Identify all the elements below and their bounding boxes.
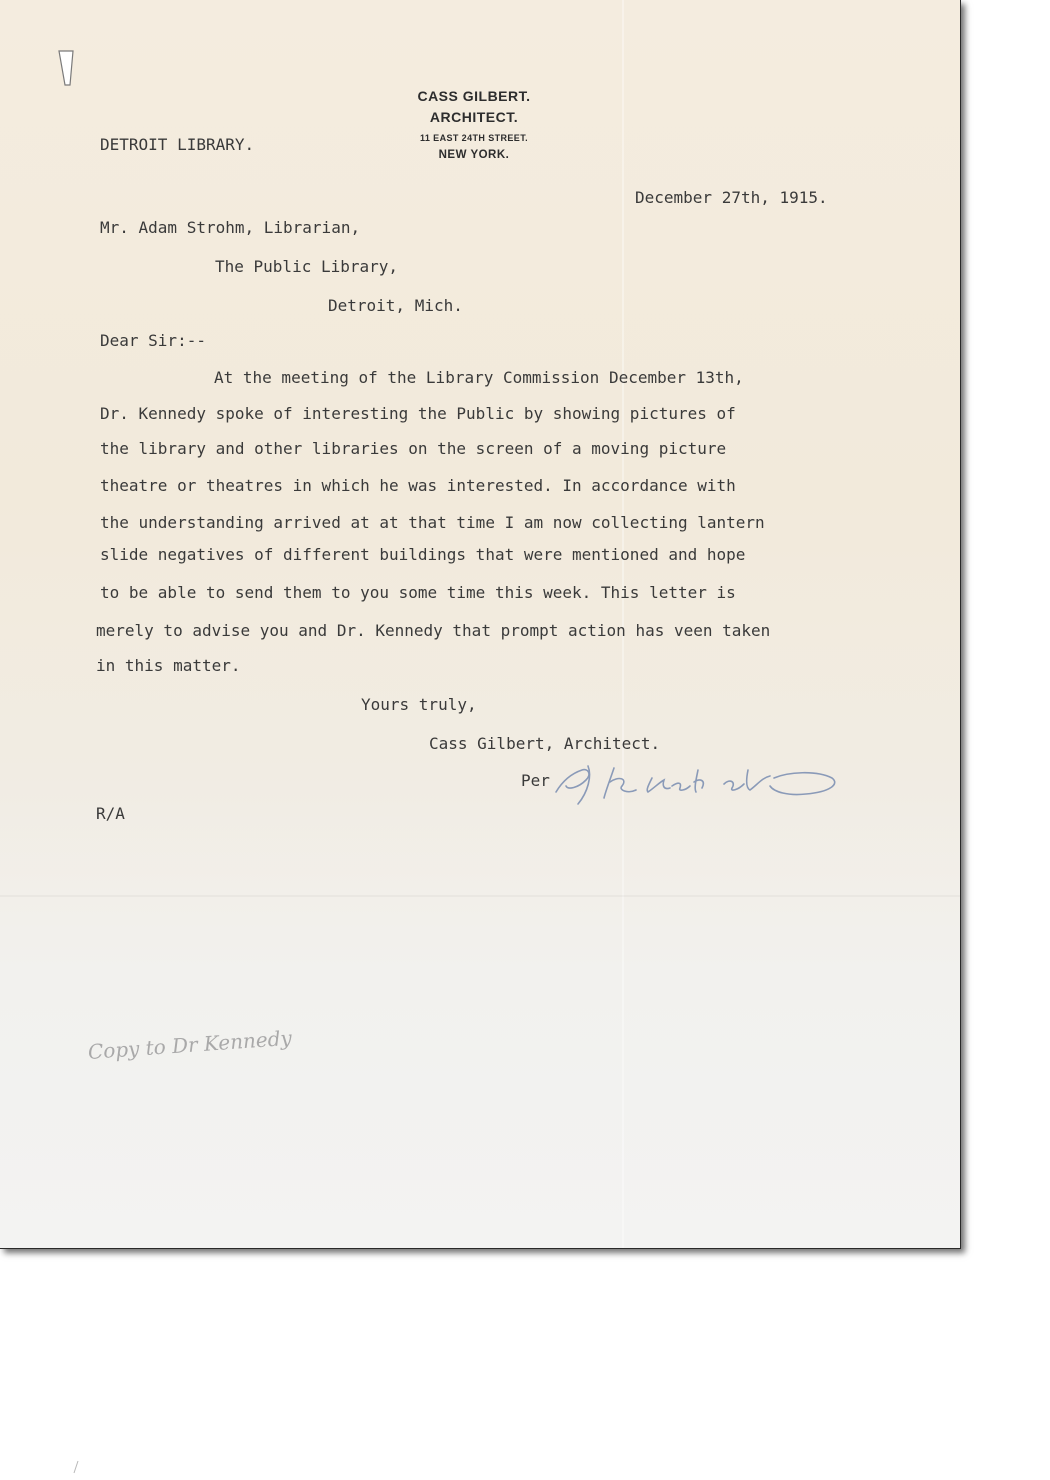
recipient-location: Detroit, Mich.	[328, 296, 463, 315]
body-line: merely to advise you and Dr. Kennedy that prompt action has veen taken	[96, 621, 771, 640]
recipient-institution: The Public Library,	[215, 257, 399, 276]
letter-date: December 27th, 1915.	[635, 188, 828, 207]
body-line: the library and other libraries on the screen of a moving picture	[100, 439, 727, 458]
body-line: in this matter.	[96, 656, 241, 675]
letterhead-title: ARCHITECT.	[429, 109, 519, 125]
body-line: At the meeting of the Library Commission December 13th,	[214, 368, 744, 387]
signature-icon	[548, 752, 848, 808]
body-line: the understanding arrived at at that time I am now collecting lantern	[100, 513, 765, 532]
letterhead-address: 11 EAST 24TH STREET.	[419, 133, 529, 143]
file-reference: DETROIT LIBRARY.	[100, 135, 255, 154]
punch-hole-icon	[57, 45, 75, 89]
handwritten-copy-note: Copy to Dr Kennedy	[87, 1025, 293, 1064]
signatory: Cass Gilbert, Architect.	[429, 734, 661, 753]
letterhead-city: NEW YORK.	[438, 149, 510, 161]
pencil-mark-icon	[70, 1460, 82, 1474]
letterhead-name: CASS GILBERT.	[417, 88, 531, 104]
body-line: theatre or theatres in which he was interested. In accordance with	[100, 476, 736, 495]
body-line: Dr. Kennedy spoke of interesting the Public by showing pictures of	[100, 404, 736, 423]
paper-fold-horizontal	[0, 895, 960, 897]
body-line: slide negatives of different buildings that were mentioned and hope	[100, 545, 746, 564]
per-label: Per	[521, 771, 550, 790]
salutation: Dear Sir:--	[100, 331, 206, 350]
closing: Yours truly,	[361, 695, 477, 714]
recipient-name: Mr. Adam Strohm, Librarian,	[100, 218, 361, 237]
body-line: to be able to send them to you some time this week. This letter is	[100, 583, 736, 602]
typist-initials: R/A	[96, 804, 125, 823]
